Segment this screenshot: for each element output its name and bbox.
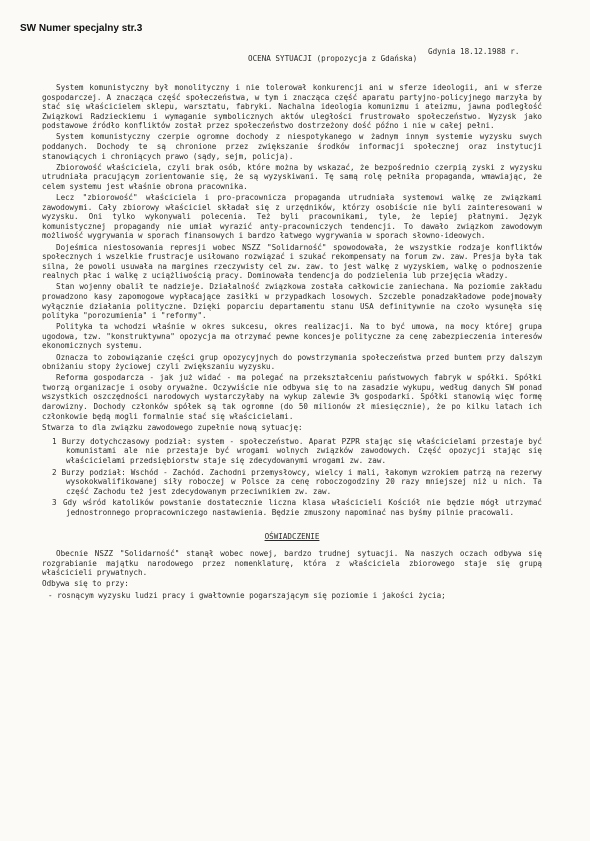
page-header: SW Numer specjalny str.3 (20, 23, 143, 34)
paragraph: Reforma gospodarcza - jak już widać - ma polegać na przekształceniu państwowych fabryk w spółki. Spółki tworzą organizacje i osoby oryważne. Oczywiście nie odbywa się to na zasadzie wykupu, według danych SW ponad wszystkich oszczędności narodowych wystarczyłaby na wykup zalewie 3% gospodarki. Spółki stanowią więc formę darowizny. Dochody członków spółek są tak ogromne (do 50 milionów zł miesięcznie), że po kilku latach ich członkowie będą mogli formalnie stać się właścicielami. (42, 373, 542, 421)
list-item: 3 Gdy wśród katolików powstanie dostatecznie liczna klasa właścicieli Kościół nie będzie mógł utrzymać jednostronnego propracowniczego nastawienia. Będzie zmuszony napominać nas byśmy pilnie pracowali. (52, 498, 542, 517)
paragraph: System komunistyczny czerpie ogromne dochody z niespotykanego w żadnym innym systemie wyzysku swych poddanych. Dochody te są chronione przez zwiększanie środków informacji społecznej oraz instytucji stanowiących i chroniących prawo (sądy, sejm, policja). (42, 132, 542, 161)
paragraph: Zbiorowość właściciela, czyli brak osób, które można by wskazać, że bezpośrednio czerpią zyski z wyzysku utrudniała pracującym zorientowanie się, że są wyzyskiwani. Tę samą rolę pełniła propaganda, wmawiając, że celem systemu jest właśnie obrona pracownika. (42, 162, 542, 191)
paragraph: Dojeśmica niestosowania represji wobec NSZZ "Solidarność" spowodowała, że wszystkie rodzaje konfliktów społecznych i wszelkie frustracje usiłowano rozwiązać i szukać rekompensaty na forum zw. zaw. Presja była tak silna, że powoli usuwała na margines rzeczywisty cel zw. zaw. to jest walkę z wyzyskiem, walkę o podnoszenie realnych płac i walkę z uciążliwością pracy. Dominowała tendencja do podzielenia lub przejęcia władzy. (42, 242, 542, 281)
list-item: 2 Burzy podział: Wschód - Zachód. Zachodni przemysłowcy, wielcy i mali, łakomym wzrokiem patrzą na rezerwy wysokokwalifikowanej siły roboczej w Polsce za cenę roboczogodziny 20 razy mniejszej niż u nich. Ta część Zachodu też jest zdecydowanym przeciwnikiem zw. zaw. (52, 467, 542, 496)
paragraph: Polityka ta wchodzi właśnie w okres sukcesu, okres realizacji. Na to być umowa, na mocy której grupa ugodowa, tzw. "konstruktywna" opozycja ma otrzymać pewne koncesje polityczne za cenę zabezpieczenia interesów ekonomicznych systemu. (42, 322, 542, 351)
section-heading: OŚWIADCZENIE (264, 531, 320, 541)
paragraph: System komunistyczny był monolityczny i nie tolerował konkurencji ani w sferze ideologii, ani w sferze gospodarczej. A znacząca część społeczeństwa, w tym i znacząca część aparatu partyjno-policyjnego marzyła by stać się właścicielem sklepu, warsztatu, fabryki. Nachalna ideologia komunizmu i ateizmu, jawna podległość Związkowi Radzieckiemu i wymaganie symbolicznych aktów uległości frustrowało społeczeństwo. Wyzysk jako podstawowe źródło konfliktów został przez społeczeństwo dostrzeżony dość późno i nie w całej pełni. (42, 83, 542, 131)
paragraph: Stan wojenny obalił te nadzieje. Działalność związkowa została całkowicie zaniechana. Na poziomie zakładu prowadzono kasy zapomogowe wypłacające zasiłki w przypadkach losowych. Szczeble ponadzakładowe podejmowały wyłącznie działania polityczne. Dzięki poparciu departamentu stanu USA definitywnie na czoło wysunęła się polityka "porozumienia" i "reformy". (42, 282, 542, 321)
paragraph: Lecz "zbiorowość" właściciela i pro-pracownicza propaganda utrudniała systemowi walkę ze związkami zawodowymi. Cały zbiorowy właściciel składał się z urzędników, którzy osobiście nie byli zainteresowani w wyzysku. Oni tylko wykonywali polecenia. Też byli pracownikami, tyle, że lepiej płatnymi. Język komunistycznej propagandy nie umiał wyrazić anty-pracowniczych tendencji. To dawało związkom zawodowym możliwość wygrywania w sporach finansowych i bardzo łatwego wygrywania w sporach słowno-ideowych. (42, 193, 542, 241)
paragraph: Oznacza to zobowiązanie części grup opozycyjnych do powstrzymania społeczeństwa przed buntem przy dalszym obniżaniu stopy życiowej czyli zwiększaniu wyzysku. (42, 352, 542, 372)
document-body (42, 83, 542, 602)
document-date: Gdynia 18.12.1988 r. (428, 47, 520, 56)
statement-paragraph: Obecnie NSZZ "Solidarność" stanął wobec nowej, bardzo trudnej sytuacji. Na naszych oczach odbywa się rozgrabianie majątku narodowego przez nomenklaturę, która z właściciela zbiorowego staje się grupą właścicieli prywatnych. (42, 549, 542, 578)
statement-lead: Odbywa się to przy: (42, 579, 129, 589)
document-title: OCENA SYTUACJI (propozycja z Gdańska) (248, 54, 418, 63)
list-item: 1 Burzy dotychczasowy podział: system - społeczeństwo. Aparat PZPR stając się właścicielami przestaje być komunistami ale nie przestaje być wrogami wolnych związków zawodowych. Część opozycji stając się właścicielami przedsiębiorstw staje się zdecydowanymi wrogami zw. zaw. (52, 436, 542, 465)
list-lead: Stwarza to dla związku zawodowego zupełnie nową sytuację: (42, 423, 303, 433)
bullet-item: - rosnącym wyzysku ludzi pracy i gwałtownie pogarszającym się poziomie i jakości życia; (48, 590, 446, 600)
